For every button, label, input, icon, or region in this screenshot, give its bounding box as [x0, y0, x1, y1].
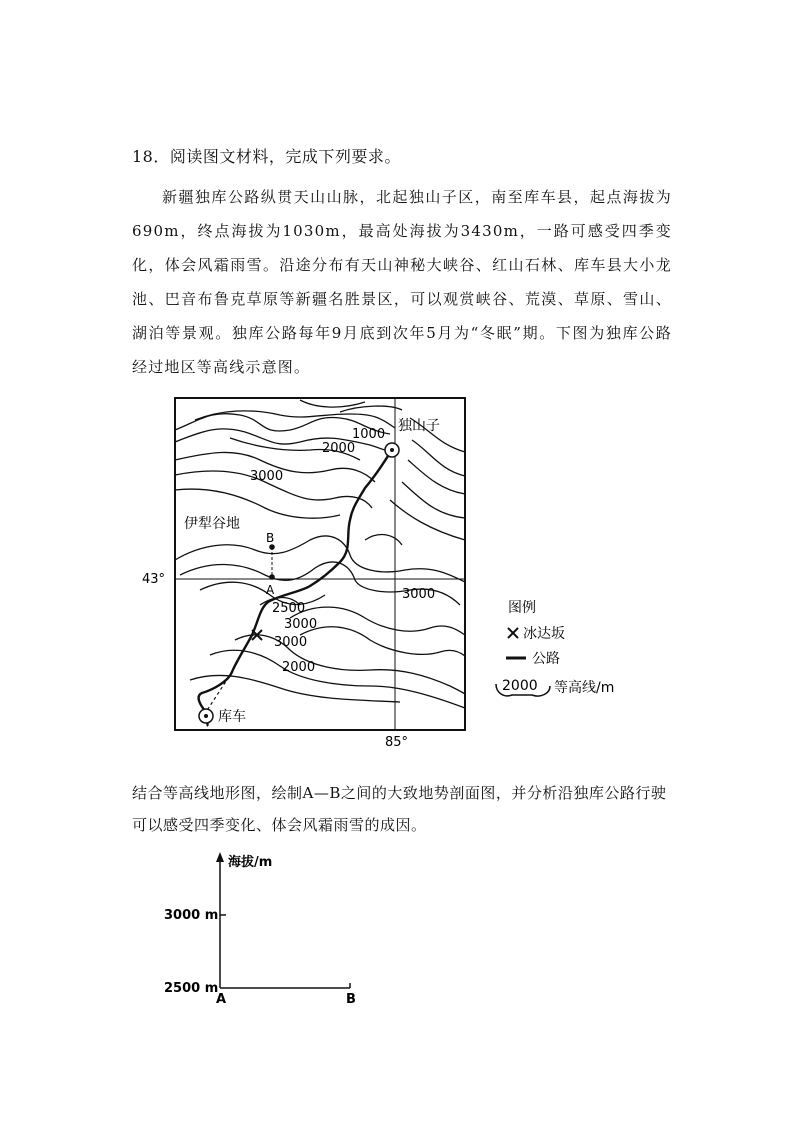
point-a-marker — [269, 574, 275, 580]
contour-label-3000-north: 3000 — [250, 469, 284, 484]
contour-label-2000-south: 2000 — [282, 660, 316, 675]
legend-pass-icon — [508, 628, 518, 638]
point-a-label: A — [266, 583, 275, 597]
dushanzi-label: 独山子 — [398, 418, 440, 434]
contour-map — [140, 390, 620, 755]
point-b-label: B — [266, 531, 275, 545]
question-instruction: 阅读图文材料，完成下列要求。 — [169, 147, 401, 166]
longitude-label: 85° — [385, 735, 409, 750]
road-line — [199, 450, 392, 726]
legend-road-label: 公路 — [532, 651, 560, 667]
question-material: 新疆独库公路纵贯天山山脉，北起独山子区，南至库车县，起点海拔为690m，终点海拔为1030m，最高处海拔为3430m，一路可感受四季变化，体会风霜雨雪。沿途分布有天山神秘大峡谷、红山石林、库车县大小龙池、巴音布鲁克草原等新疆名胜景区，可以观赏峡谷、荒漠、草原、雪山、湖泊等景观。独库公路每年9月底到次年5月为“冬眠”期。下图为独库公路经过地区等高线示意图。 — [132, 188, 672, 376]
profile-x-label-a: A — [216, 992, 227, 1007]
contour-label-1000: 1000 — [352, 427, 386, 442]
latitude-label: 43° — [142, 572, 166, 587]
road-spur — [206, 635, 252, 712]
map-legend — [496, 600, 614, 696]
kuche-label: 库车 — [218, 709, 246, 725]
profile-tick-label-3000: 3000 m — [164, 908, 219, 923]
legend-contour-label: 等高线/m — [554, 680, 615, 696]
contour-label-3000-a: 3000 — [284, 617, 318, 632]
legend-contour-value: 2000 — [502, 678, 538, 694]
contour-label-3000-b: 3000 — [274, 635, 308, 650]
yili-valley-label: 伊犁谷地 — [184, 516, 240, 532]
contour-map-figure — [140, 390, 620, 755]
profile-y-axis-label: 海拔/m — [228, 855, 273, 870]
contour-label-2000-north: 2000 — [322, 441, 356, 456]
profile-tick-label-2500: 2500 m — [164, 981, 219, 996]
contour-label-3000-east: 3000 — [402, 587, 436, 602]
question-number: 18． — [132, 147, 170, 166]
contour-lines-central — [175, 535, 465, 708]
legend-title: 图例 — [508, 600, 536, 616]
point-b-marker — [269, 544, 275, 550]
legend-pass-label: 冰达坂 — [523, 626, 565, 642]
kuche-town-icon — [199, 709, 213, 723]
profile-axes — [150, 848, 390, 1008]
profile-x-label-b: B — [346, 992, 356, 1007]
question-title — [132, 144, 401, 167]
dushanzi-town-icon — [385, 443, 399, 457]
contour-label-2500: 2500 — [272, 601, 306, 616]
task-prompt: 结合等高线地形图，绘制A—B之间的大致地势剖面图，并分析沿独库公路行驶可以感受四季变化、体会风霜雨雪的成因。 — [132, 784, 667, 834]
profile-y-arrow-icon — [216, 852, 224, 862]
profile-drawing-area — [150, 848, 390, 1008]
